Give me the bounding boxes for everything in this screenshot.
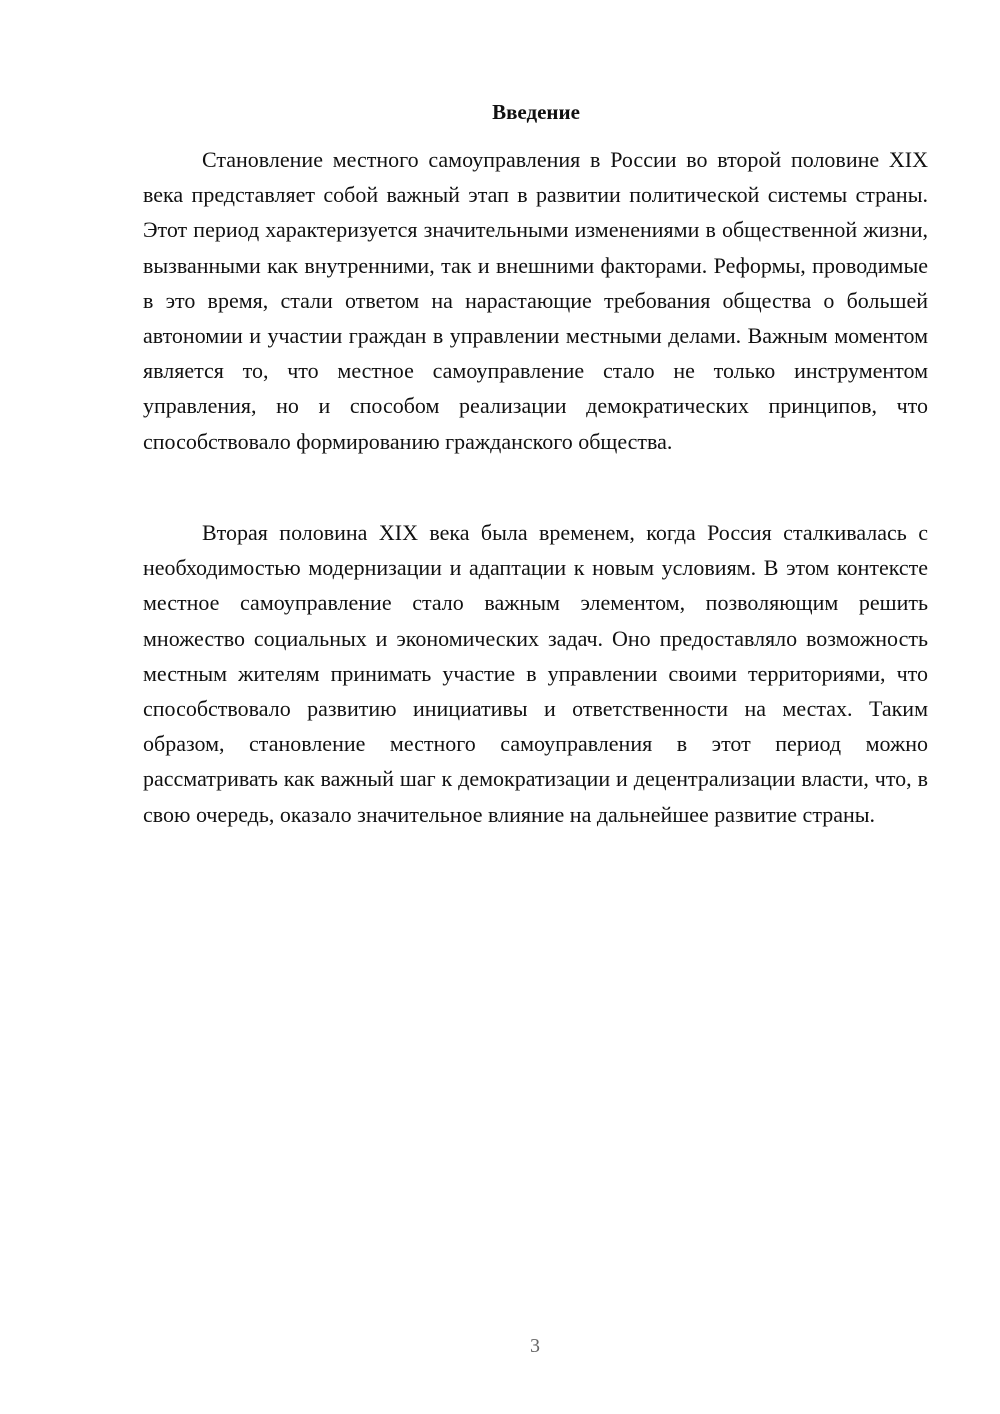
page-number: 3 [530, 1335, 540, 1357]
section-heading: Введение [492, 100, 580, 124]
paragraph-1: Становление местного самоуправления в России во второй половине XIX века представляет собой важный этап в развитии политической системы страны. Этот период характеризуется значительными изменениями в общественной жизни, вызванными как внутренними, так и внешними факторами. Реформы, проводимые в это время, стали ответом на нарастающие требования общества о большей автономии и участии граждан в управлении местными делами. Важным моментом является то, что местное самоуправление стало не только инструментом управления, но и способом реализации демократических принципов, что способствовало формированию гражданского общества. [143, 147, 928, 454]
paragraph-2: Вторая половина XIX века была временем, когда Россия сталкивалась с необходимостью модернизации и адаптации к новым условиям. В этом контексте местное самоуправление стало важным элементом, позволяющим решить множество социальных и экономических задач. Оно предоставляло возможность местным жителям принимать участие в управлении своими территориями, что способствовало развитию инициативы и ответственности на местах. Таким образом, становление местного самоуправления в этот период можно рассматривать как важный шаг к демократизации и децентрализации власти, что, в свою очередь, оказало значительное влияние на дальнейшее развитие страны. [143, 520, 928, 827]
